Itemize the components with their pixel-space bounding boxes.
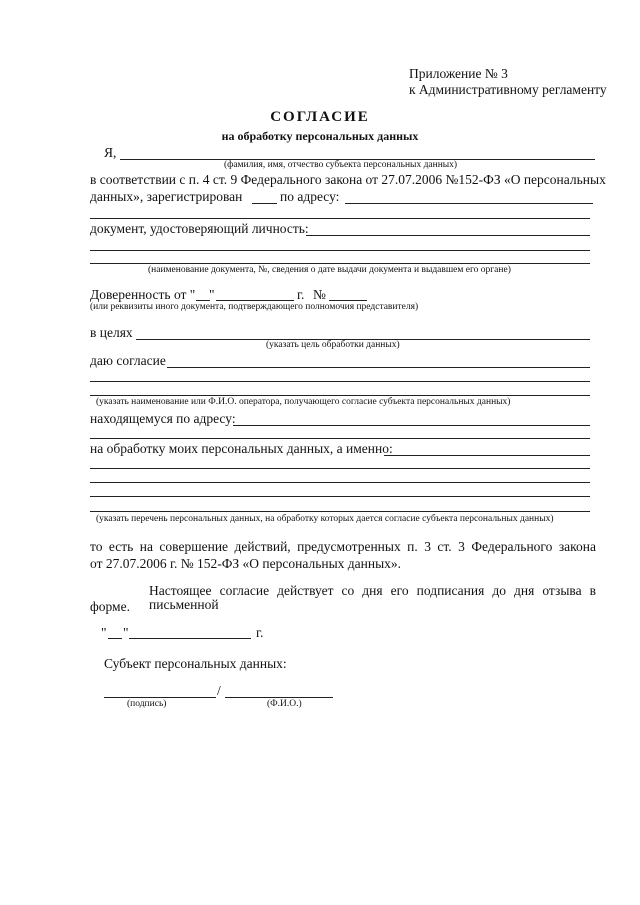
- date-month-field[interactable]: [129, 638, 251, 639]
- date-year-label: г.: [256, 625, 264, 640]
- operator-field-line-2[interactable]: [90, 381, 590, 382]
- signature-field[interactable]: [104, 697, 216, 698]
- date-quote-close: ": [123, 625, 129, 640]
- validity-line-1: Настоящее согласие действует со дня его подписания до дня отзыва в письменной: [149, 583, 596, 612]
- identity-document-label: документ, удостоверяющий личность:: [90, 221, 309, 236]
- identity-document-line-3[interactable]: [90, 263, 590, 264]
- operator-field-line-3[interactable]: [90, 395, 590, 396]
- document-title: СОГЛАСИЕ: [270, 109, 370, 125]
- signature-fio-hint: (Ф.И.О.): [267, 699, 302, 709]
- appendix-number: Приложение № 3: [409, 66, 508, 81]
- registered-label: данных», зарегистрирован: [90, 189, 243, 204]
- proxy-month-field[interactable]: [216, 300, 294, 301]
- proxy-label: Доверенность от ": [90, 287, 196, 302]
- personal-data-line-4[interactable]: [90, 496, 590, 497]
- signature-fio-field[interactable]: [225, 697, 333, 698]
- i-label: Я,: [104, 145, 117, 160]
- date-quote-open: ": [101, 625, 107, 640]
- signature-hint: (подпись): [127, 699, 167, 709]
- proxy-number-field[interactable]: [329, 300, 367, 301]
- personal-data-line-3[interactable]: [90, 482, 590, 483]
- actions-line-1: то есть на совершение действий, предусмотренных п. 3 ст. 3 Федерального закона: [90, 539, 596, 554]
- purpose-label: в целях: [90, 325, 133, 340]
- identity-document-line-2[interactable]: [90, 250, 590, 251]
- law-reference-line-1: в соответствии с п. 4 ст. 9 Федерального закона от 27.07.2006 №152-ФЗ «О персональных: [90, 172, 606, 187]
- proxy-number-label: №: [313, 287, 326, 302]
- address-label: по адресу:: [280, 189, 340, 204]
- operator-address-field[interactable]: [233, 425, 590, 426]
- date-day-field[interactable]: [108, 638, 122, 639]
- proxy-day-field[interactable]: [196, 300, 210, 301]
- proxy-hint: (или реквизиты иного документа, подтверждающего полномочия представителя): [90, 302, 419, 312]
- validity-line-2: форме.: [90, 599, 130, 614]
- processing-label: на обработку моих персональных данных, а именно:: [90, 441, 393, 456]
- identity-document-hint: (наименование документа, №, сведения о дате выдачи документа и выдавшем его органе): [148, 265, 511, 275]
- address-field-line-2[interactable]: [90, 218, 590, 219]
- personal-data-line-2[interactable]: [90, 468, 590, 469]
- personal-data-field[interactable]: [384, 455, 590, 456]
- operator-hint: (указать наименование или Ф.И.О. оператора, получающего согласие субъекта персональных данных): [96, 397, 511, 407]
- consent-label: даю согласие: [90, 353, 166, 368]
- subject-label: Субъект персональных данных:: [104, 656, 287, 671]
- proxy-year-label: г.: [297, 287, 305, 302]
- purpose-hint: (указать цель обработки данных): [266, 340, 400, 350]
- operator-field[interactable]: [167, 367, 590, 368]
- personal-data-line-5[interactable]: [90, 511, 590, 512]
- personal-data-hint: (указать перечень персональных данных, на обработку которых дается согласие субъекта персональных данных): [96, 514, 554, 524]
- address-field[interactable]: [345, 203, 593, 204]
- registered-gender-field[interactable]: [252, 203, 277, 204]
- appendix-regulation: к Административному регламенту: [409, 82, 607, 97]
- identity-document-field[interactable]: [306, 235, 590, 236]
- proxy-quote-close: ": [209, 287, 215, 302]
- full-name-hint: (фамилия, имя, отчество субъекта персональных данных): [224, 160, 458, 170]
- operator-address-label: находящемуся по адресу:: [90, 411, 236, 426]
- signature-slash: /: [217, 683, 221, 698]
- actions-line-2: от 27.07.2006 г. № 152-ФЗ «О персональных данных».: [90, 556, 402, 571]
- operator-address-line-2[interactable]: [90, 438, 590, 439]
- document-subtitle: на обработку персональных данных: [221, 129, 419, 143]
